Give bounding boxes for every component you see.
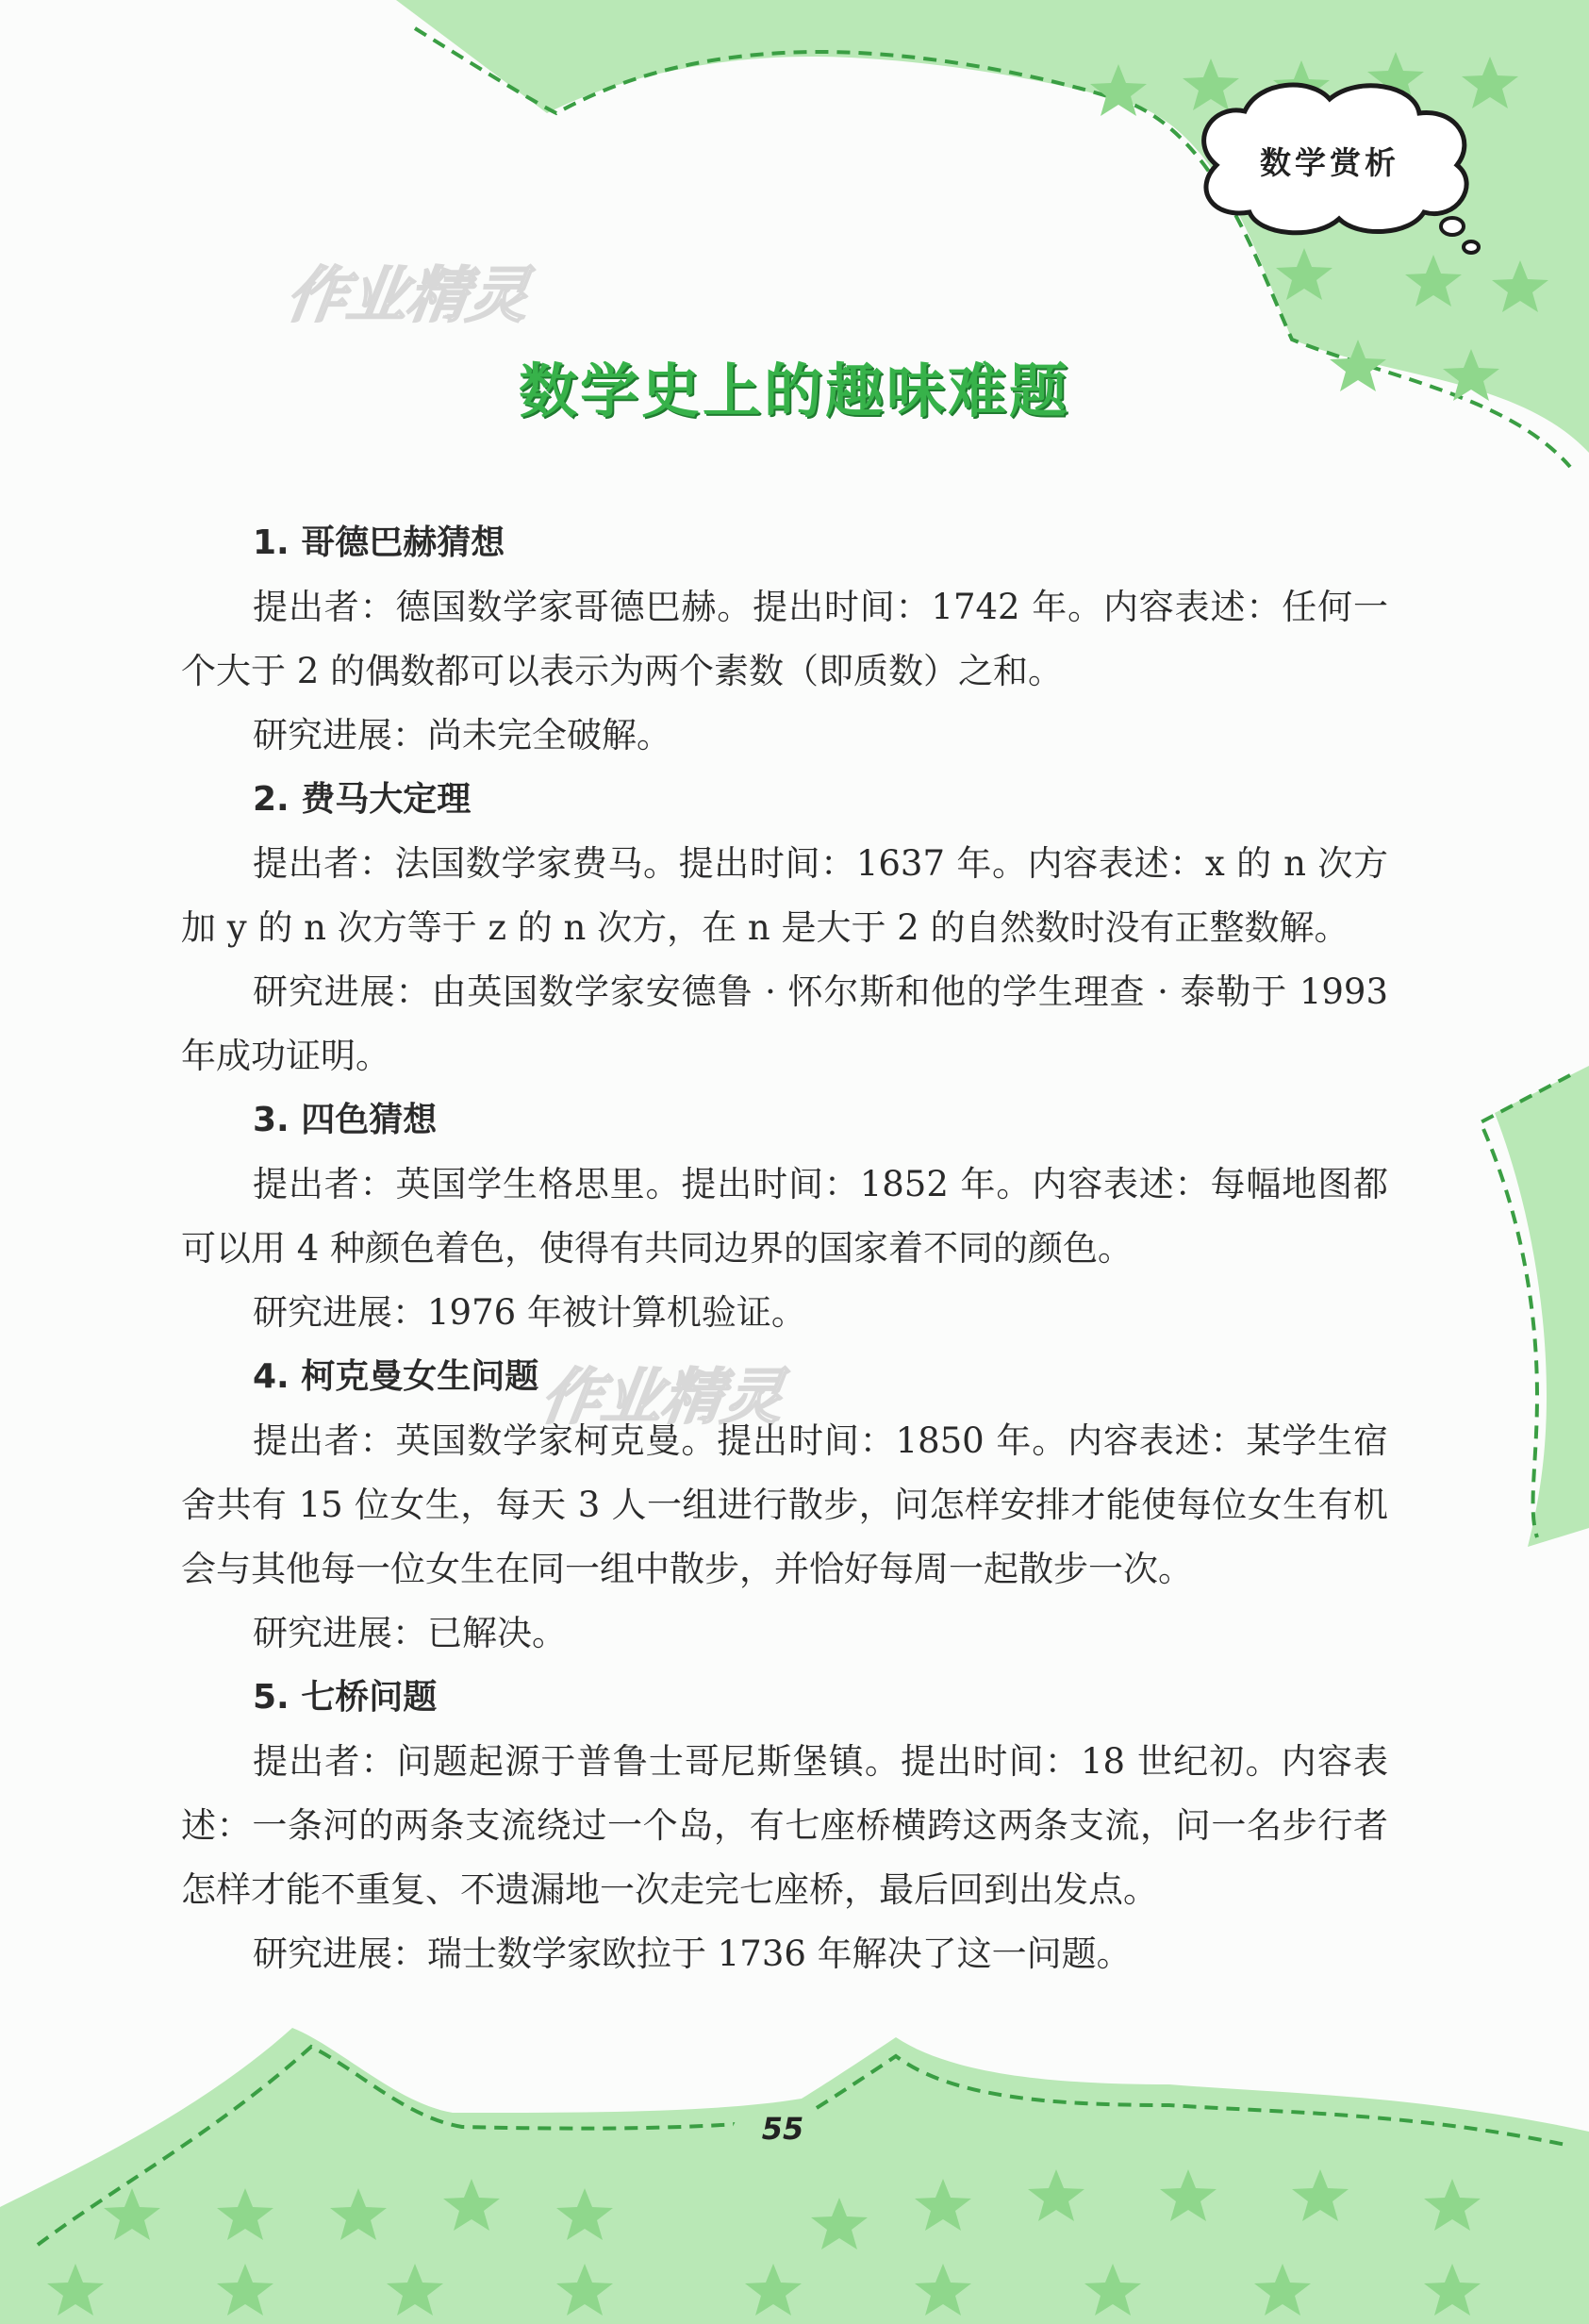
problem-progress: 研究进展：由英国数学家安德鲁 · 怀尔斯和他的学生理查 · 泰勒于 1993 年成功证明。 [181, 971, 1388, 1076]
problem-body: 提出者：德国数学家哥德巴赫。提出时间：1742 年。内容表述：任何一个大于 2 的偶数都可以表示为两个素数（即质数）之和。 [181, 587, 1388, 691]
problem-body: 提出者：英国数学家柯克曼。提出时间：1850 年。内容表述：某学生宿舍共有 15 位女生，每天 3 人一组进行散步，问怎样安排才能使每位女生有机会与其他每一位女生在同一组中散步，并恰好每周一起散步一次。 [181, 1420, 1388, 1589]
right-band [1495, 1066, 1589, 1547]
section-tag: 数学赏析 [1260, 144, 1399, 181]
problem-heading: 4. 柯克曼女生问题 [253, 1357, 539, 1396]
problem-heading: 2. 费马大定理 [253, 780, 472, 819]
problem-heading: 3. 四色猜想 [253, 1101, 438, 1139]
problem-heading: 1. 哥德巴赫猜想 [253, 523, 505, 562]
problem-body: 提出者：英国学生格思里。提出时间：1852 年。内容表述：每幅地图都可以用 4 种颜色着色，使得有共同边界的国家着不同的颜色。 [181, 1164, 1388, 1269]
article-body [181, 511, 1388, 1986]
page-title: 数学史上的趣味难题 [518, 357, 1070, 425]
problem-progress: 研究进展：瑞士数学家欧拉于 1736 年解决了这一问题。 [253, 1934, 1132, 1974]
problem-progress: 研究进展：1976 年被计算机验证。 [253, 1292, 806, 1333]
problem-body: 提出者：法国数学家费马。提出时间：1637 年。内容表述：x 的 n 次方加 y 的 n 次方等于 z 的 n 次方，在 n 是大于 2 的自然数时没有正整数解。 [181, 843, 1388, 948]
bottom-band [0, 2028, 1589, 2324]
problem-progress: 研究进展：尚未完全破解。 [253, 715, 671, 755]
page-number: 55 [761, 2111, 804, 2147]
watermark: 作业精灵 [281, 261, 534, 331]
watermark: 作业精灵 [536, 1363, 788, 1433]
problem-progress: 研究进展：已解决。 [253, 1613, 567, 1653]
problem-body: 提出者：问题起源于普鲁士哥尼斯堡镇。提出时间：18 世纪初。内容表述：一条河的两条支流绕过一个岛，有七座桥横跨这两条支流，问一名步行者怎样才能不重复、不遗漏地一次走完七座桥，最后回到出发点。 [181, 1741, 1388, 1910]
problem-heading: 5. 七桥问题 [253, 1678, 438, 1717]
